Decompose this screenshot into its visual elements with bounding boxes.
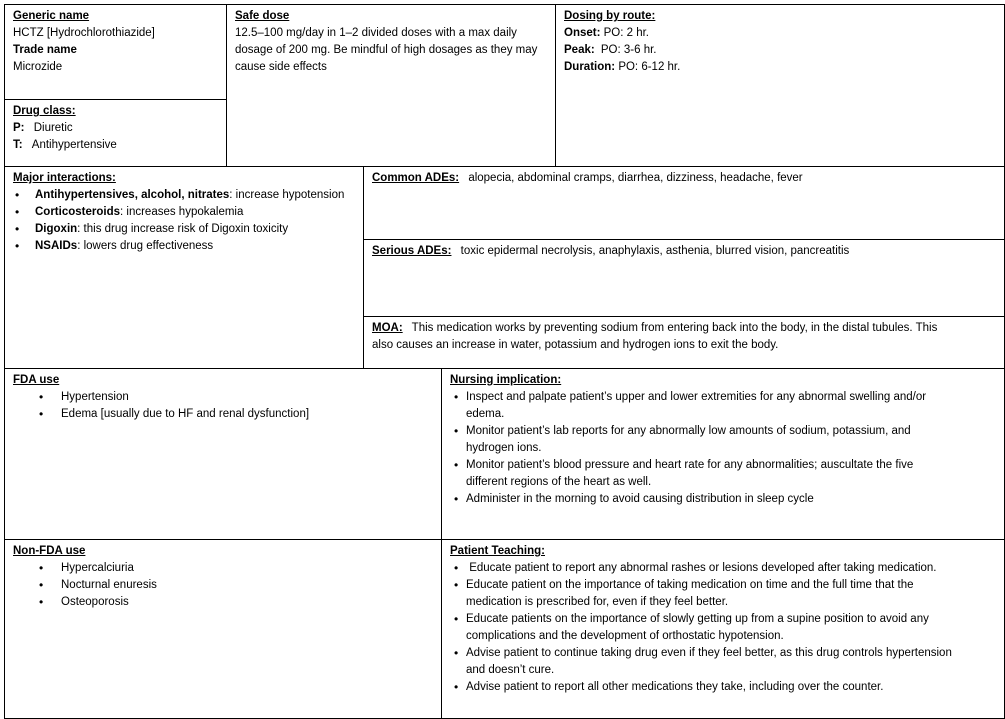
fda-use-cell <box>4 368 442 540</box>
nursing-label: Nursing implication: <box>450 374 562 386</box>
safe-dose-label: Safe dose <box>235 10 290 22</box>
dosing-onset <box>564 25 996 42</box>
drug-class-p <box>13 120 218 137</box>
nursing-list <box>450 389 996 508</box>
peak-label: Peak: <box>564 44 595 56</box>
interaction-item: • NSAIDs: lowers drug effectiveness <box>29 238 355 255</box>
drug-class-p-value: Diuretic <box>33 122 73 134</box>
common-ades-label: Common ADEs: <box>372 172 460 184</box>
dosing-cell <box>555 4 1005 167</box>
onset-value: PO: 2 hr. <box>603 27 650 39</box>
drug-class-label: Drug class: <box>13 105 76 117</box>
onset-label: Onset: <box>564 27 601 39</box>
nursing-item: • Inspect and palpate patient’s upper and lower extremities for any abnormal swelling and/or edema. <box>466 389 996 423</box>
interaction-item: • Corticosteroids: increases hypokalemia <box>29 204 355 221</box>
generic-name-cell <box>4 4 227 100</box>
dosing-label: Dosing by route: <box>564 10 656 22</box>
moa-cell <box>363 316 1005 369</box>
fda-use-label: FDA use <box>13 374 60 386</box>
moa-line1: This medication works by preventing sodium from entering back into the body, in the distal tubules. This <box>411 322 938 334</box>
generic-name-label: Generic name <box>13 10 90 22</box>
teaching-item: • Educate patients on the importance of slowly getting up from a supine position to avoid any complications and the development of orthostatic hypotension. <box>466 611 996 645</box>
non-fda-list <box>13 560 433 611</box>
common-ades-cell <box>363 166 1005 240</box>
non-fda-item: • Osteoporosis <box>61 594 433 611</box>
serious-ades-label: Serious ADEs: <box>372 245 452 257</box>
nursing-item: • Administer in the morning to avoid causing distribution in sleep cycle <box>466 491 996 508</box>
common-ades-text: alopecia, abdominal cramps, diarrhea, dizziness, headache, fever <box>468 172 803 184</box>
dosing-peak <box>564 42 996 59</box>
interactions-cell <box>4 166 364 369</box>
moa-line2: also causes an increase in water, potassium and hydrogen ions to exit the body. <box>372 339 779 351</box>
nursing-item: • Monitor patient’s blood pressure and heart rate for any abnormalities; auscultate the five different regions of the heart as well. <box>466 457 996 491</box>
duration-label: Duration: <box>564 61 616 73</box>
teaching-cell <box>441 539 1005 719</box>
trade-name-value: Microzide <box>13 61 63 73</box>
drug-class-p-label: P: <box>13 122 25 134</box>
teaching-item: • Advise patient to report all other medications they take, including over the counter. <box>466 679 996 696</box>
non-fda-item: • Hypercalciuria <box>61 560 433 577</box>
non-fda-cell <box>4 539 442 719</box>
safe-dose-text: 12.5–100 mg/day in 1–2 divided doses with a max daily dosage of 200 mg. Be mindful of high dosages as they may cause side effects <box>235 27 538 73</box>
drug-class-t <box>13 137 218 154</box>
interaction-item: • Digoxin: this drug increase risk of Digoxin toxicity <box>29 221 355 238</box>
non-fda-item: • Nocturnal enuresis <box>61 577 433 594</box>
serious-ades-cell <box>363 239 1005 317</box>
serious-ades-text: toxic epidermal necrolysis, anaphylaxis, asthenia, blurred vision, pancreatitis <box>460 245 850 257</box>
trade-name-label: Trade name <box>13 44 77 56</box>
duration-value: PO: 6-12 hr. <box>618 61 681 73</box>
generic-name-value: HCTZ [Hydrochlorothiazide] <box>13 27 155 39</box>
teaching-item: • Educate patient on the importance of taking medication on time and the full time that the medication is prescribed for, even if they feel better. <box>466 577 996 611</box>
nursing-cell <box>441 368 1005 540</box>
non-fda-label: Non-FDA use <box>13 545 86 557</box>
nursing-item: • Monitor patient’s lab reports for any abnormally low amounts of sodium, potassium, and hydrogen ions. <box>466 423 996 457</box>
teaching-item: • Educate patient to report any abnormal rashes or lesions developed after taking medication. <box>466 560 996 577</box>
peak-value: PO: 3-6 hr. <box>600 44 657 56</box>
interactions-label: Major interactions: <box>13 172 116 184</box>
moa-label: MOA: <box>372 322 403 334</box>
fda-use-item: • Hypertension <box>61 389 433 406</box>
interactions-list <box>13 187 355 255</box>
fda-use-list <box>13 389 433 423</box>
teaching-list <box>450 560 996 696</box>
dosing-duration <box>564 59 996 76</box>
safe-dose-cell <box>226 4 556 167</box>
drug-class-t-value: Antihypertensive <box>31 139 117 151</box>
drug-class-cell <box>4 99 227 167</box>
fda-use-item: • Edema [usually due to HF and renal dysfunction] <box>61 406 433 423</box>
teaching-label: Patient Teaching: <box>450 545 545 557</box>
interaction-item: • Antihypertensives, alcohol, nitrates: increase hypotension <box>29 187 355 204</box>
drug-class-t-label: T: <box>13 139 23 151</box>
teaching-item: • Advise patient to continue taking drug even if they feel better, as this drug controls hypertension and doesn’t cure. <box>466 645 996 679</box>
